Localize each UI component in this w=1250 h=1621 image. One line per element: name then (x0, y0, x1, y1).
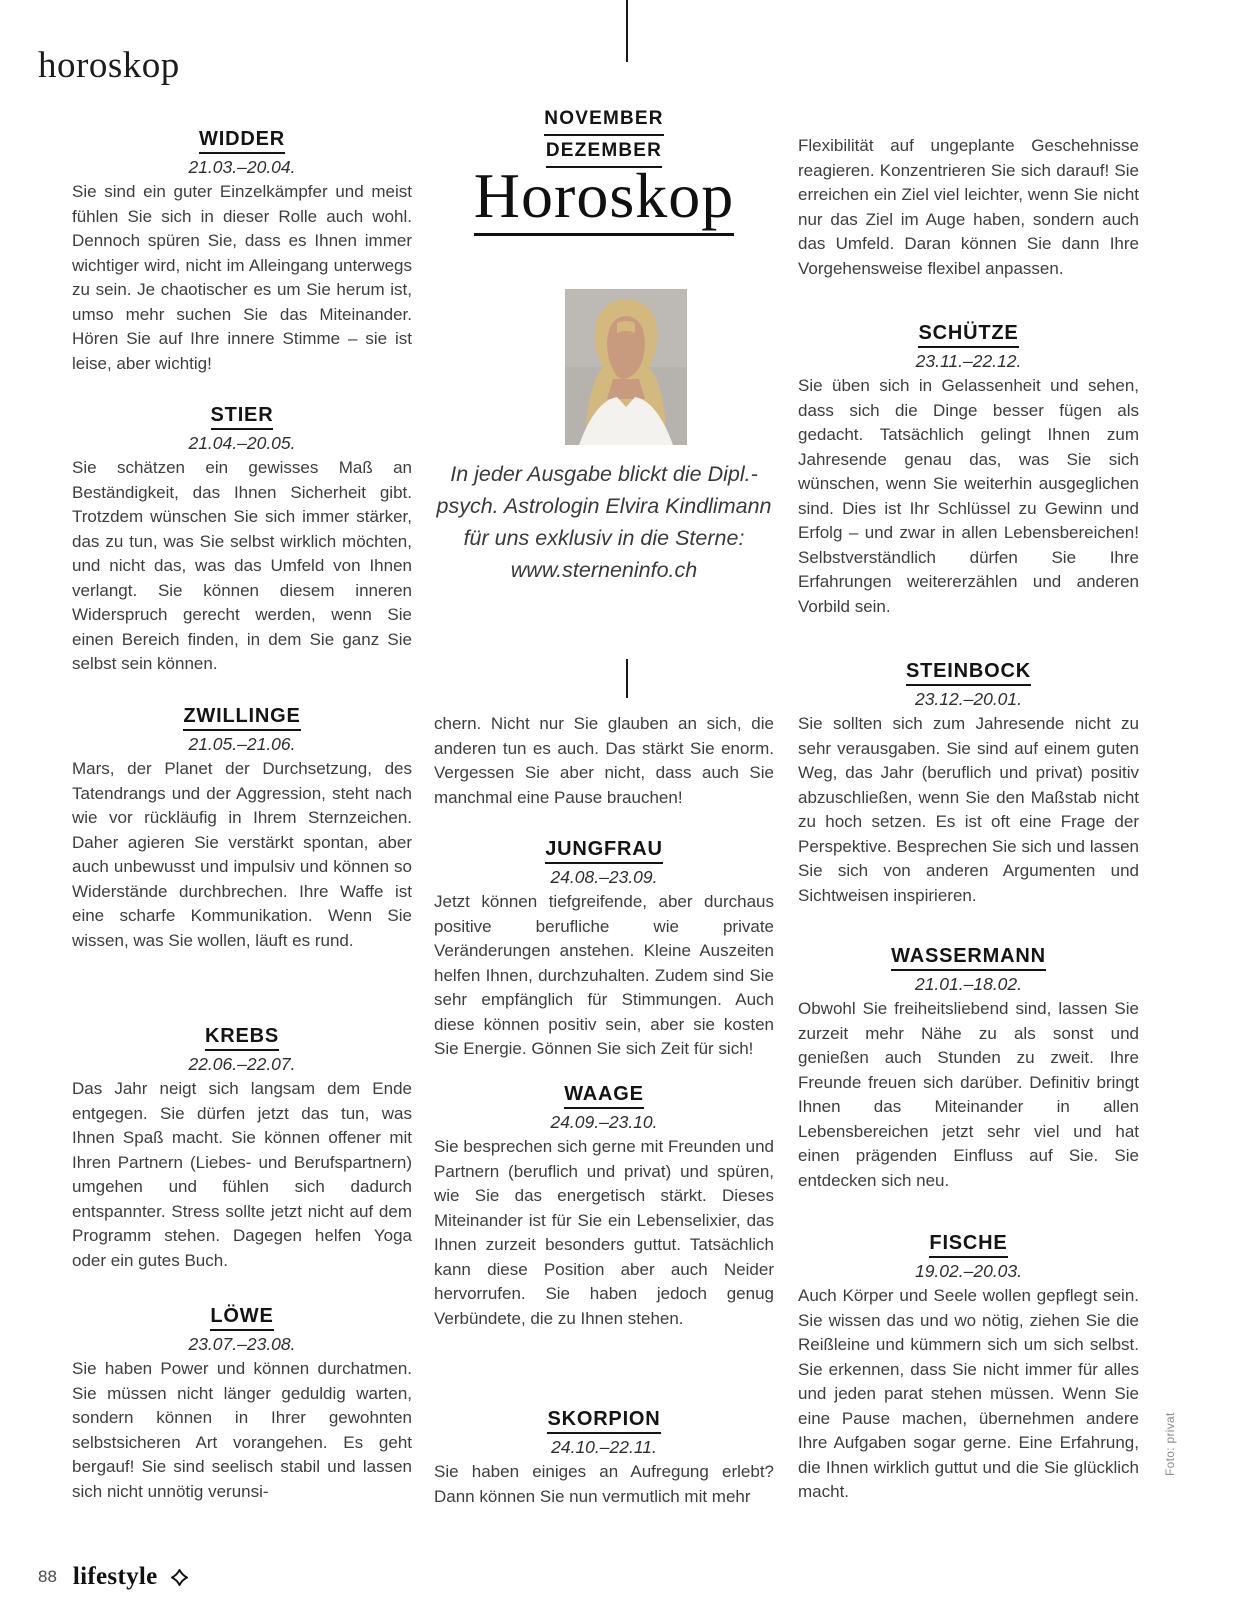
sign-skorpion (434, 1408, 774, 1509)
sign-name: WASSERMANN (798, 945, 1139, 971)
sign-text: Sie besprechen sich gerne mit Freunden und Partnern (beruflich und privat) und spüren, wie Sie das energetisch stärkt. Dieses Miteinander ist für Sie ein Lebenselixier, das Ihnen zurzeit besonders guttut. Tatsächlich kann diese Position aber auch Neider hervorrufen. Sie haben jedoch genug Verbündete, die zu Ihnen stehen. (434, 1137, 774, 1328)
photo-credit: Foto: privat (1163, 1412, 1177, 1476)
sign-dates: 24.09.–23.10. (550, 1112, 658, 1132)
sign-name: SKORPION (434, 1408, 774, 1434)
magazine-logo: lifestyle (72, 1563, 158, 1590)
sign-name: JUNGFRAU (434, 838, 774, 864)
sign-name: FISCHE (798, 1232, 1139, 1258)
sign-stier (72, 404, 412, 677)
sign-text: Sie haben Power und können durchatmen. Sie müssen nicht länger geduldig warten, sondern können in Ihrer gewohnten selbstsicheren Art vorangehen. Es geht bergauf! Sie sind seelisch stabil und lassen sich nicht unnötig verunsi- (72, 1359, 412, 1501)
sign-dates: 22.06.–22.07. (188, 1054, 296, 1074)
sign-dates: 21.03.–20.04. (188, 157, 296, 177)
page-title: Horoskop (434, 163, 774, 236)
sign-text: Sie üben sich in Gelassenheit und sehen, dass sich die Dinge besser fügen als gedacht. Tatsächlich gelingt Ihnen zum Jahresende genau das, was Sie sich wünschen, wenn Sie weiterhin ausgeglichen sind. Dies ist Ihr Schlüssel zu Gewinn und Erfolg – und zwar in allen Lebensbereichen! Selbstverständlich dürfen Sie Ihre Erfahrungen weitererzählen und anderen Vorbild sein. (798, 376, 1139, 616)
page-number: 88 (38, 1567, 57, 1586)
column-right (798, 0, 1139, 1621)
sign-name: LÖWE (72, 1305, 412, 1331)
loewe-continuation (434, 710, 774, 810)
page-footer (38, 1563, 189, 1591)
sign-name: STEINBOCK (798, 660, 1139, 686)
sign-text: Mars, der Planet der Durchsetzung, des Tatendrangs und der Aggression, steht nach wie vor rückläufig in Ihrem Sternzeichen. Daher agieren Sie verstärkt spontan, aber auch unbewusst und impulsiv und können so Widerstände durchbrechen. Ihre Waffe ist eine scharfe Kommunikation. Wenn Sie wissen, was Sie wollen, läuft es rund. (72, 759, 412, 950)
sign-text: Obwohl Sie freiheitsliebend sind, lassen Sie zurzeit mehr Nähe zu als sonst und genießen auch Stunden zu zweit. Ihre Freunde freuen sich darüber. Definitiv bringt Ihnen das Miteinander in allen Lebensbereichen jetzt sehr viel und hat einen prägenden Einfluss auf Sie. Sie entdecken sich neu. (798, 999, 1139, 1190)
sign-jungfrau (434, 838, 774, 1062)
skorpion-continuation (798, 132, 1139, 281)
sign-dates: 21.01.–18.02. (914, 974, 1023, 994)
sign-name: STIER (72, 404, 412, 430)
issue-month-november: NOVEMBER (544, 104, 663, 136)
intro-text: In jeder Ausgabe blickt die Dipl.-psych. Astrologin Elvira Kindlimann für uns exklusiv in die Sterne: www.sterneninfo.ch (436, 462, 772, 582)
section-label: horoskop (38, 45, 180, 86)
sign-name: KREBS (72, 1025, 412, 1051)
sign-dates: 21.05.–21.06. (188, 734, 296, 754)
flower-logo-icon (170, 1568, 189, 1587)
sign-fische (798, 1232, 1139, 1505)
issue-month-dezember: DEZEMBER (546, 136, 662, 168)
sign-text: Sie schätzen ein gewisses Maß an Beständigkeit, das Ihnen Sicherheit gibt. Trotzdem wünschen Sie sich immer stärker, das zu tun, was Sie selbst wirklich möchten, und nicht das, was das Umfeld von Ihnen verlangt. Sie können diesem inneren Widerspruch gerecht werden, wenn Sie einen Bereich finden, in dem Sie ganz Sie selbst sein können. (72, 458, 412, 673)
column-middle (434, 0, 774, 1621)
sign-krebs (72, 1025, 412, 1273)
sign-dates: 23.12.–20.01. (914, 689, 1023, 709)
sign-dates: 24.10.–22.11. (551, 1437, 657, 1457)
sign-loewe (72, 1305, 412, 1504)
sign-dates: 23.11.–22.12. (915, 351, 1022, 371)
sign-steinbock (798, 660, 1139, 908)
sign-text: Sie sollten sich zum Jahresende nicht zu sehr verausgaben. Sie sind auf einem guten Weg, das Jahr (beruflich und privat) positiv abzuschließen, wenn Sie den Maßstab nicht zu hoch setzen. Es ist oft eine Frage der Perspektive. Besprechen Sie sich und lassen Sie sich von anderen Argumenten und Sichtweisen inspirieren. (798, 714, 1139, 905)
sign-text: Das Jahr neigt sich langsam dem Ende entgegen. Sie dürfen jetzt das tun, was Ihnen Spaß macht. Sie können offener mit Ihren Partnern (Liebes- und Berufspartnern) umgehen und fühlen sich dadurch entspannter. Stress sollte jetzt nicht auf dem Programm stehen. Dagegen helfen Yoga oder ein gutes Buch. (72, 1079, 412, 1270)
sign-name: WIDDER (72, 128, 412, 154)
column-left (72, 0, 412, 1621)
sign-name: SCHÜTZE (798, 322, 1139, 348)
sign-waage (434, 1083, 774, 1331)
sign-dates: 19.02.–20.03. (914, 1261, 1023, 1281)
continuation-text: Flexibilität auf ungeplante Geschehnisse reagieren. Konzentrieren Sie sich darauf! Sie erreichen ein Ziel viel leichter, wenn Sie nicht nur das Ziel im Auge haben, sondern auch das Umfeld. Daran können Sie dann Ihre Vorgehensweise flexibel anpassen. (798, 136, 1139, 278)
sign-dates: 24.08.–23.09. (550, 867, 658, 887)
sign-wassermann (798, 945, 1139, 1193)
sign-widder (72, 128, 412, 376)
sign-schuetze (798, 322, 1139, 619)
sign-text: Auch Körper und Seele wollen gepflegt sein. Sie wissen das und wo nötig, ziehen Sie die Reißleine und kümmern sich um sich selbst. Sie erkennen, dass Sie nicht immer für alles und jeden parat stehen müssen. Wenn Sie eine Pause machen, übernehmen andere Ihre Aufgaben sogar gerne. Eine Erfahrung, die Ihnen wirklich guttut und die Sie glücklich macht. (798, 1286, 1139, 1501)
sign-dates: 23.07.–23.08. (188, 1334, 296, 1354)
sign-zwillinge (72, 705, 412, 953)
continuation-text: chern. Nicht nur Sie glauben an sich, die anderen tun es auch. Das stärkt Sie enorm. Vergessen Sie aber nicht, dass auch Sie manchmal eine Pause brauchen! (434, 714, 774, 807)
sign-dates: 21.04.–20.05. (188, 433, 296, 453)
sign-name: WAAGE (434, 1083, 774, 1109)
sign-text: Sie haben einiges an Aufregung erlebt? Dann können Sie nun vermutlich mit mehr (434, 1462, 774, 1506)
sign-name: ZWILLINGE (72, 705, 412, 731)
sign-text: Jetzt können tiefgreifende, aber durchaus positive berufliche wie private Veränderungen anstehen. Kleine Auszeiten helfen Ihnen, durchzuhalten. Zudem sind Sie sehr empfänglich für Stimmungen. Auch diese können positiv sein, aber sie kosten Sie Energie. Gönnen Sie sich Zeit für sich! (434, 892, 774, 1058)
sign-text: Sie sind ein guter Einzelkämpfer und meist fühlen Sie sich in dieser Rolle auch wohl. Dennoch spüren Sie, dass es Ihnen immer wichtiger wird, nicht im Alleingang unterwegs zu sein. Je chaotischer es um Sie herum ist, umso mehr suchen Sie das Miteinander. Hören Sie auf Ihre innere Stimme – sie ist leise, aber wichtig! (72, 182, 412, 373)
